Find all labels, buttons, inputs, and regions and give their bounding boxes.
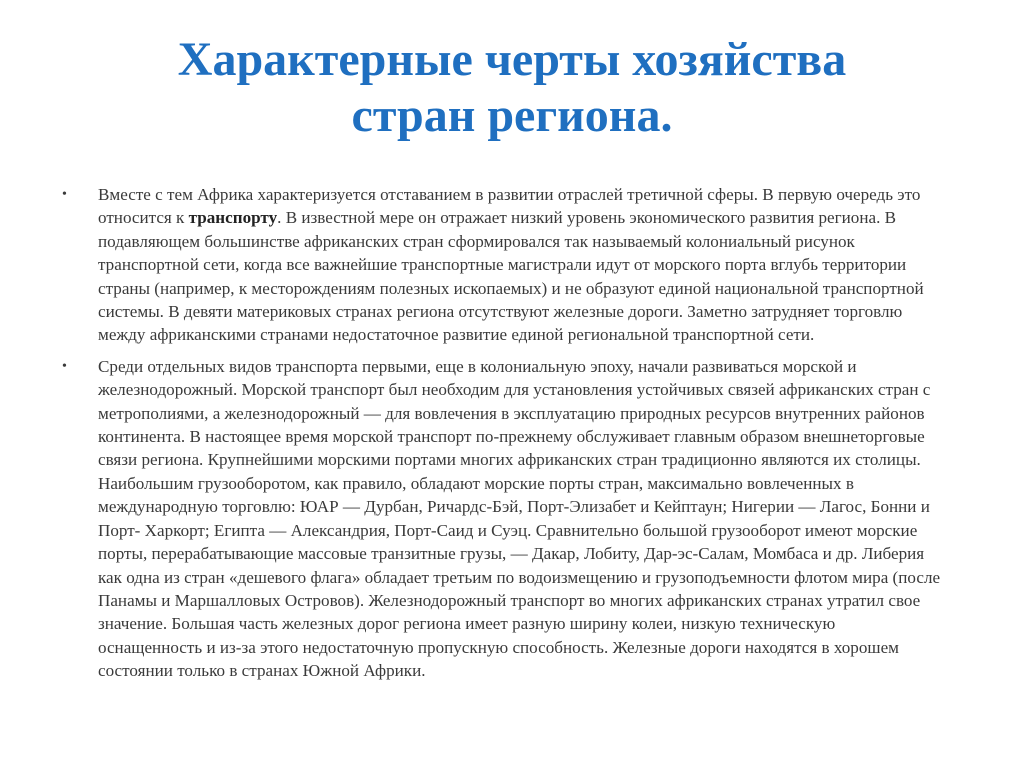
bullet-item-transport-lag	[62, 183, 942, 347]
bullet-text	[98, 185, 924, 344]
title-line-2: стран региона.	[351, 89, 673, 142]
bullet-icon: •	[62, 358, 67, 374]
bullet-item-transport-types	[62, 355, 942, 683]
bullet-text: Среди отдельных видов транспорта первыми, еще в колониальную эпоху, начали развиваться морской и железнодорожный. Морской транспорт был необходим для установления устойчивых связей африканских стран с метрополиями, а железнодорожный — для вовлечения в эксплуатацию природных ресурсов внутренних районов континента. В настоящее время морской транспорт по-прежнему обслуживает главным образом внешнеторговые связи региона. Крупнейшими морскими портами многих африканских стран традиционно являются их столицы. Наибольшим грузооборотом, как правило, обладают морские порты стран, максимально вовлеченных в международную торговлю: ЮАР — Дурбан, Ричардс-Бэй, Порт-Элизабет и Кейптаун; Нигерии — Лагос, Бонни и Порт- Харкорт; Египта — Александрия, Порт-Саид и Суэц. Сравнительно большой грузооборот имеют морские порты, перерабатывающие массовые транзитные грузы, — Дакар, Лобиту, Дар-эс-Салам, Момбаса и др. Либерия как одна из стран «дешевого флага» обладает третьим по водоизмещению и грузоподъемности флотом мира (после Панамы и Маршалловых Островов). Железнодорожный транспорт во многих африканских странах утратил свое значение. Большая часть железных дорог региона имеет разную ширину колеи, низкую техническую оснащенность и из-за этого недостаточную пропускную способность. Железные дороги находятся в хорошем состоянии только в странах Южной Африки.	[98, 356, 941, 681]
bullet-icon: •	[62, 187, 67, 202]
bullet-text-after-bold: . В известной мере он отражает низкий уровень экономического развития региона. В подавляющем большинстве африканских стран сформировался так называемый колониальный рисунок транспортной сети, когда все важнейшие транспортные магистрали идут от морского порта вглубь территории страны (например, к месторождениям полезных ископаемых) и не образуют единой национальной транспортной системы. В девяти материковых странах региона отсутствуют железные дороги. Заметно затрудняет торговлю между африканскими странами недостаточное развитие единой региональной транспортной сети.	[98, 208, 924, 345]
slide-title	[60, 32, 964, 144]
bullet-text-before-bold: Вместе с тем Африка характеризуется отставанием в развитии отраслей третичной сферы. В первую очередь это относится к	[98, 185, 921, 228]
bullet-list	[62, 183, 942, 691]
title-line-1: Характерные черты хозяйства	[177, 33, 847, 86]
bullet-text-bold-term: транспорту	[188, 208, 278, 228]
